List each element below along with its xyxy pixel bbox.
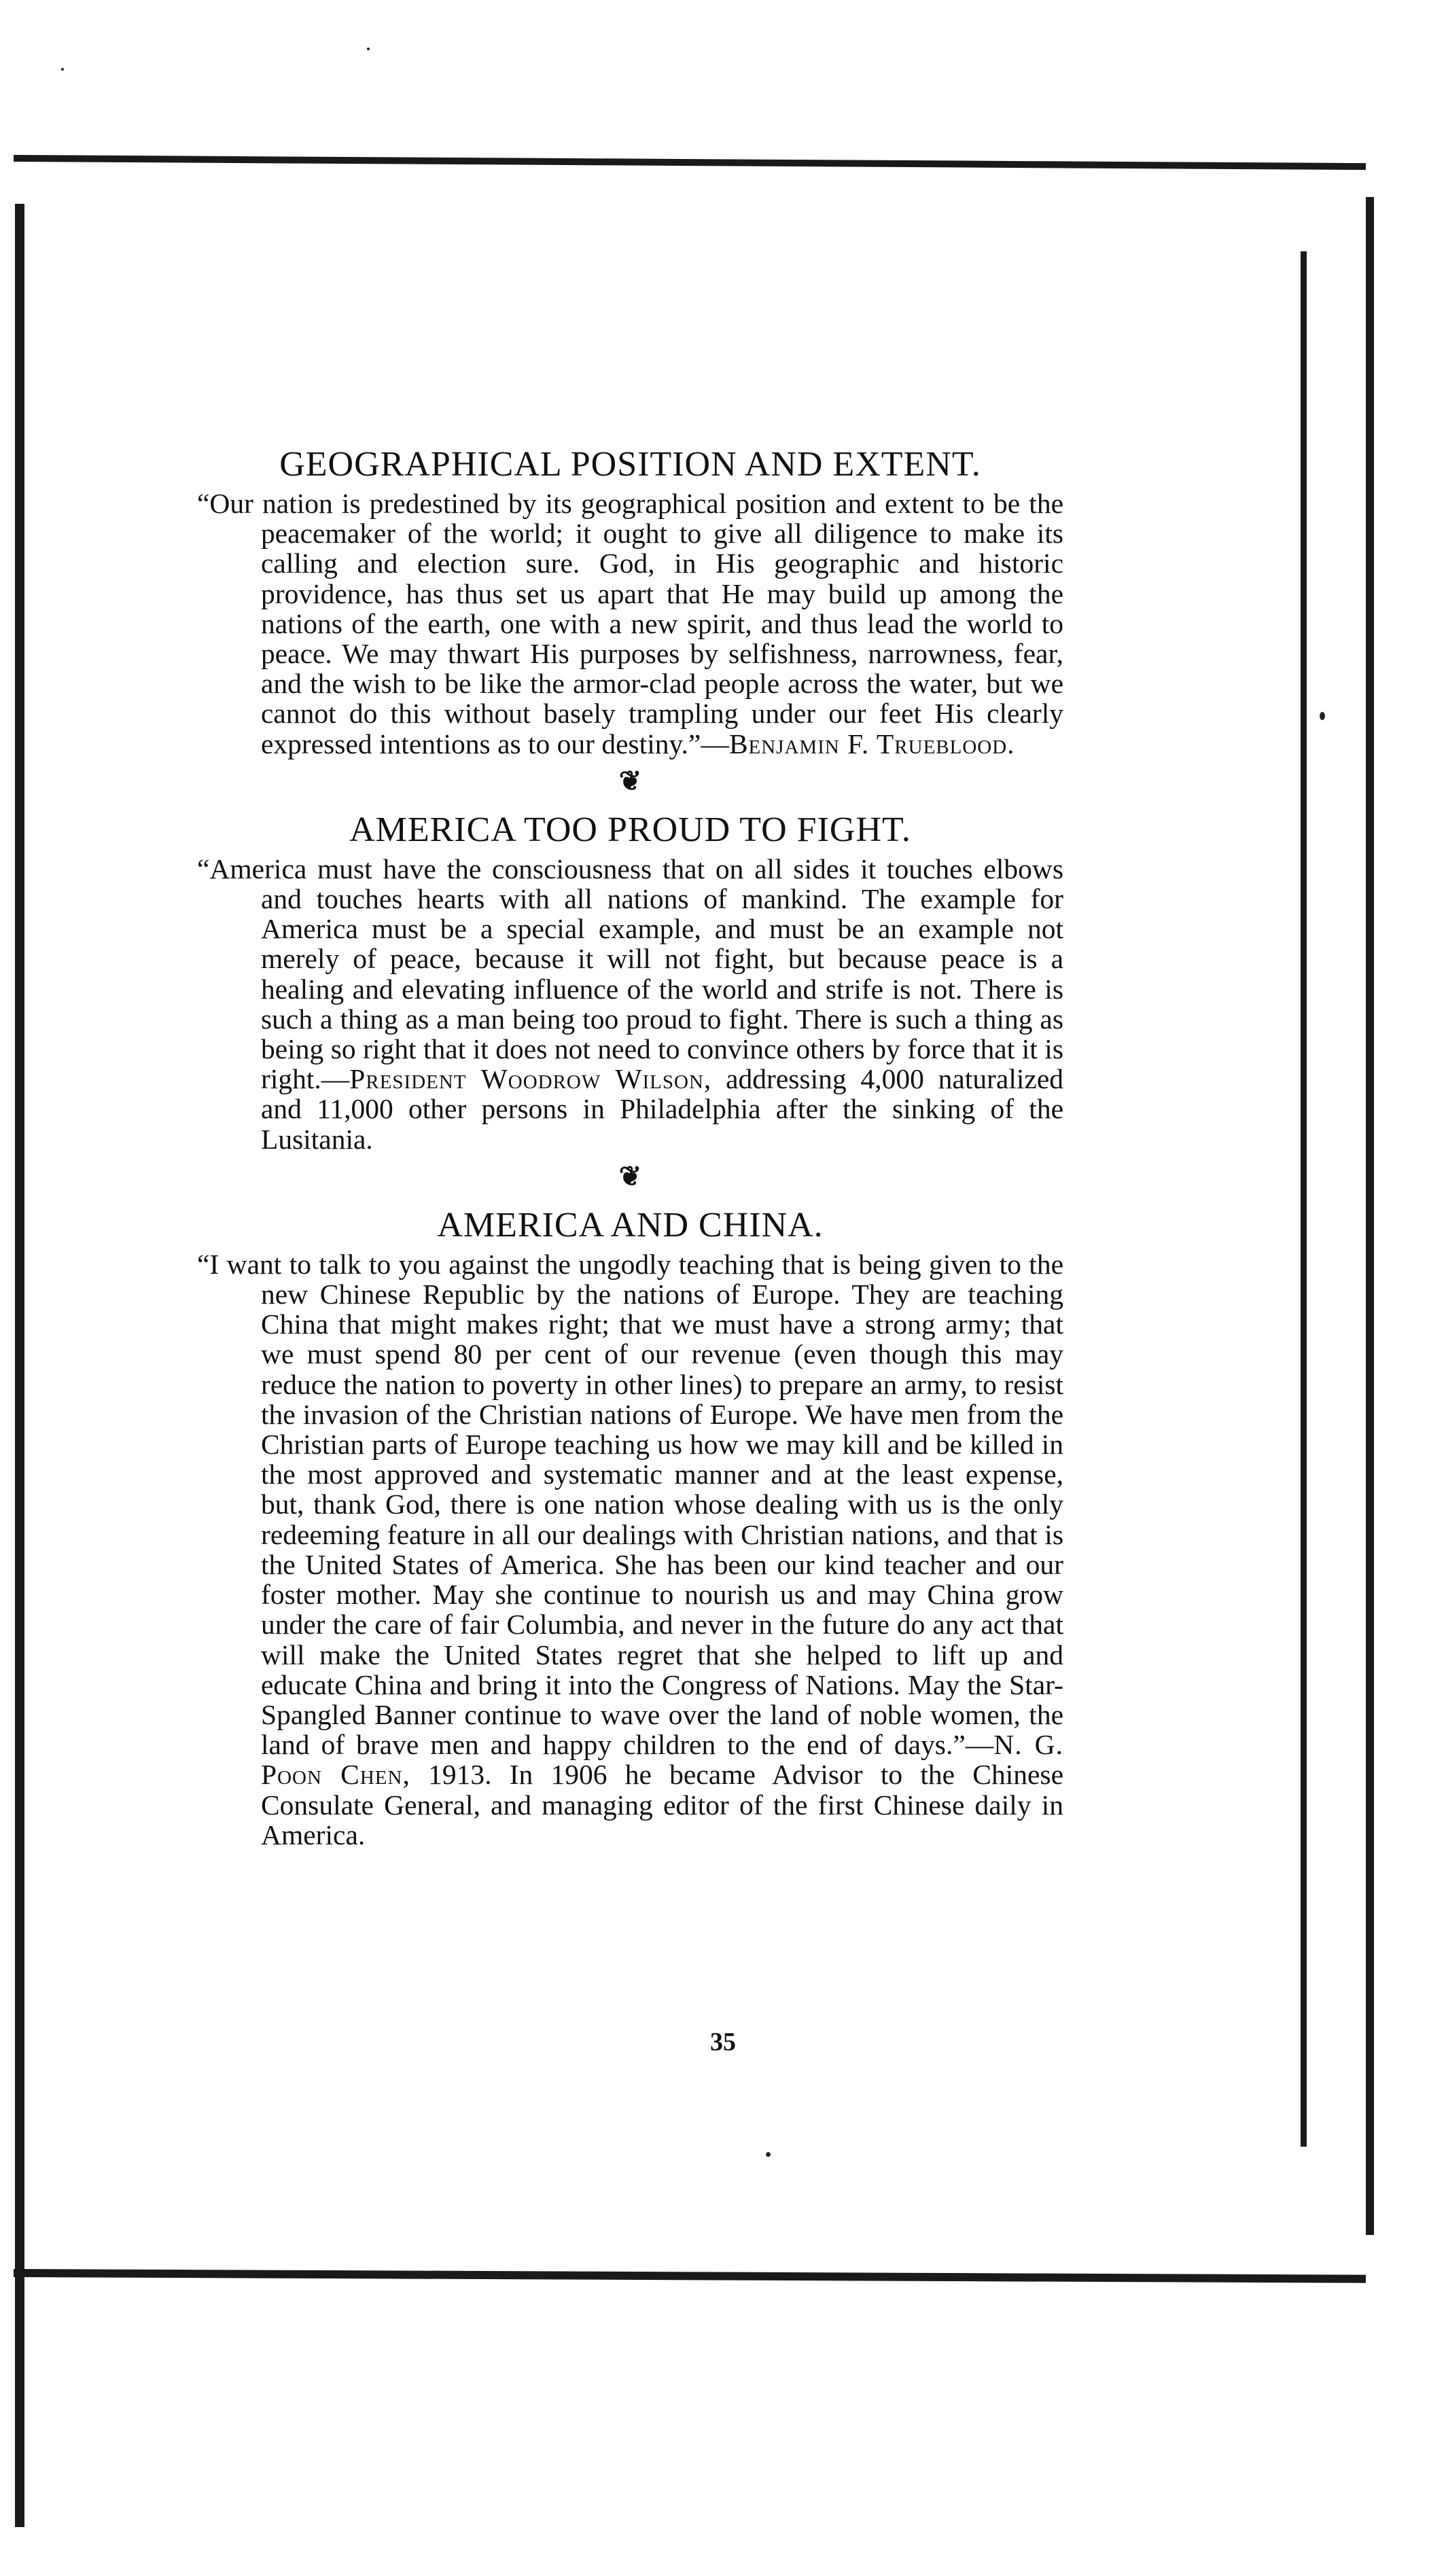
quote-attribution: addressing 4,000 naturalized and 11,000 other persons in Philadelphia after the sinking of the Lusitania. (261, 1063, 1064, 1155)
section-divider-ornament: ❦ (618, 764, 642, 797)
scan-speck (766, 2152, 771, 2157)
quote-author: Benjamin F. Trueblood. (728, 728, 1015, 759)
section-heading: AMERICA TOO PROUD TO FIGHT. (349, 810, 911, 849)
scan-border-top (14, 155, 1366, 170)
quotation (197, 488, 1063, 759)
scan-border-left (15, 204, 24, 2527)
scan-speck (61, 68, 64, 71)
scan-border-right (1366, 197, 1374, 2235)
section-heading: GEOGRAPHICAL POSITION AND EXTENT. (279, 445, 981, 484)
page-content (197, 445, 1063, 1850)
section-heading: AMERICA AND CHINA. (437, 1205, 824, 1245)
section-america-too-proud (197, 810, 1063, 1154)
quote-author: President Woodrow Wilson, (349, 1063, 712, 1095)
quote-attribution: 1913. In 1906 he became Advisor to the Chinese Consulate General, and managing editor of the first Chinese daily in America. (261, 1759, 1063, 1850)
quote-text: “Our nation is predestined by its geographical position and extent to be the peacemaker of the world; it ought to give all diligence to make its calling and election sure. God, in His geographic and historic providence, has thus set us apart that He may build up among the nations of the earth, one with a new spirit, and thus lead the world to peace. We may thwart His purposes by selfishness, narrowness, fear, and the wish to be like the armor-clad people across the water, but we cannot do this without basely trampling under our feet His clearly expressed intentions as to our destiny.”— (197, 488, 1063, 759)
scan-speck (1320, 712, 1325, 720)
page-number: 35 (710, 2028, 736, 2056)
section-geographical-position (197, 445, 1063, 759)
quotation (197, 1249, 1063, 1850)
section-america-and-china (197, 1206, 1063, 1850)
quote-author: N. G. Poon Chen, (261, 1729, 1063, 1791)
scan-border-inner-right (1301, 251, 1307, 2147)
quote-text: “I want to talk to you against the ungodly teaching that is being given to the new Chinese Republic by the nations of Europe. They are teaching China that might makes right; that we must have a strong army; that we must spend 80 per cent of our revenue (even though this may reduce the nation to poverty in other lines) to prepare an army, to resist the invasion of the Christian nations of Europe. We have men from the Christian parts of Europe teaching us how we may kill and be killed in the most approved and systematic manner and at the least expense, but, thank God, there is one nation whose dealing with us is the only redeeming feature in all our dealings with Christian nations, and that is the United States of America. She has been our kind teacher and our foster mother. May she continue to nourish us and may China grow under the care of fair Columbia, and never in the future do any act that will make the United States regret that she helped to lift up and educate China and bring it into the Congress of Nations. May the Star-Spangled Banner continue to wave over the land of noble women, the land of brave men and happy children to the end of days.”— (197, 1248, 1063, 1761)
scan-speck (367, 48, 370, 50)
quotation (197, 854, 1063, 1154)
scan-border-bottom (14, 2269, 1366, 2283)
quote-text: “America must have the consciousness that on all sides it touches elbows and touches hearts with all nations of mankind. The example for America must be a special example, and must be an example not merely of peace, because it will not fight, but because peace is a healing and elevating influence of the world and strife is not. There is such a thing as a man being too proud to fight. There is such a thing as being so right that it does not need to convince others by force that it is right.— (197, 853, 1063, 1095)
section-divider-ornament: ❦ (618, 1160, 642, 1192)
